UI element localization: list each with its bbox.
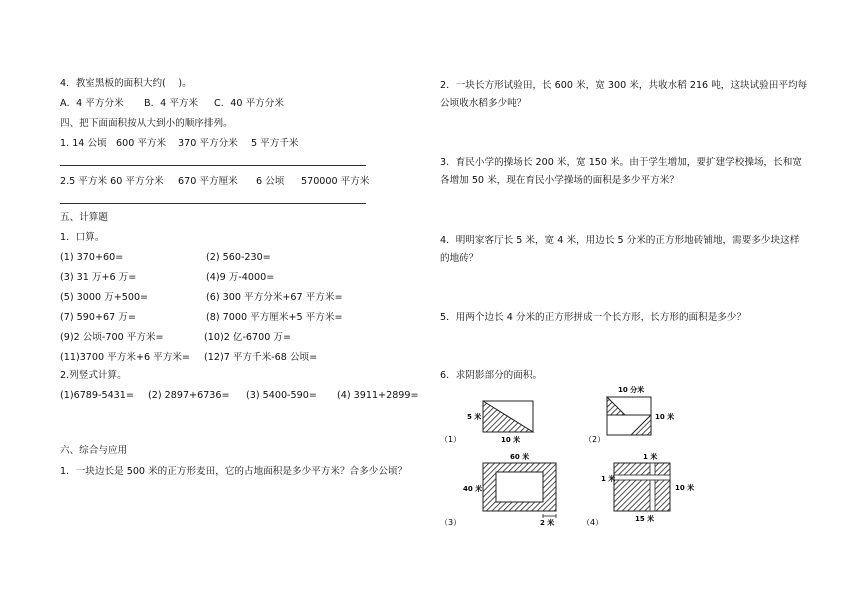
answer-line (60, 165, 366, 166)
oral-problem: (8) 7000 平方厘米+5 平方米= (206, 312, 343, 323)
figure-3 (440, 452, 556, 527)
figure-3-side-label: 40 米 (463, 485, 483, 493)
figure-2-label: （2） (584, 435, 606, 444)
vertical-problem: (1)6789-5431= (60, 390, 134, 401)
oral-problem: (2) 560-230= (206, 252, 271, 263)
oral-problem: (7) 590+67 万= (60, 312, 136, 323)
answer-line (60, 203, 366, 204)
question-4-right-cont: 的地砖？ (440, 253, 479, 264)
oral-problem: (12)7 平方千米-68 公顷= (204, 352, 318, 363)
question-6: 6．求阴影部分的面积。 (440, 370, 543, 381)
oral-problem: (3) 31 万+6 万= (60, 272, 137, 283)
section-5-title: 五、计算题 (60, 212, 108, 223)
vertical-problem: (3) 5400-590= (246, 390, 317, 401)
question-4: 4．教室黑板的面积大约( )。 (60, 78, 192, 89)
order-item: 570000 平方米 (301, 176, 370, 187)
figure-4-top-label: 1 米 (643, 453, 658, 461)
order-item: 1. 14 公顷 (60, 138, 107, 149)
figure-3-label: （3） (440, 518, 462, 527)
figure-4-label: （4） (582, 518, 604, 527)
shaded-area-figures (430, 380, 710, 530)
figure-2-top-label: 10 分米 (618, 386, 645, 394)
question-4-right: 4．明明家客厅长 5 米，宽 4 米，用边长 5 分米的正方形地砖铺地，需要多少块这样 (440, 235, 800, 246)
figure-1-side-label: 5 米 (467, 413, 482, 421)
oral-problem: (4)9 万-4000= (206, 272, 275, 283)
question-5: 5．用两个边长 4 分米的正方形拼成一个长方形，长方形的面积是多少？ (440, 312, 747, 323)
figure-3-bottom-label: 2 米 (540, 519, 555, 527)
oral-title: 1．口算。 (60, 232, 105, 243)
option-b: B．4 平方米 (144, 98, 199, 109)
vertical-problem: (4) 3911+2899= (337, 390, 419, 401)
oral-problem: (10)2 亿-6700 万= (204, 332, 291, 343)
figure-4-side-label: 10 米 (675, 484, 695, 492)
figure-4-bottom-label: 15 米 (635, 515, 655, 523)
oral-problem: (9)2 公顷-700 平方米= (60, 332, 164, 343)
order-item: 370 平方分米 (178, 138, 238, 149)
option-a: A．4 平方分米 (60, 98, 124, 109)
figure-4 (582, 452, 694, 527)
question-2: 2．一块长方形试验田，长 600 米，宽 300 米，共收水稻 216 吨，这块试验田平均每 (440, 80, 808, 91)
question-3: 3．育民小学的操场长 200 米，宽 150 米。由于学生增加，要扩建学校操场，长和宽 (440, 157, 802, 168)
order-item: 600 平方米 (116, 138, 167, 149)
option-c: C．40 平方分米 (214, 98, 284, 109)
figure-1 (440, 401, 533, 444)
figure-2-side-label: 10 米 (655, 413, 675, 421)
order-item: 670 平方厘米 (178, 176, 238, 187)
order-item: 5 平方千米 (251, 138, 299, 149)
figure-2 (584, 385, 674, 444)
vertical-problem: (2) 2897+6736= (148, 390, 230, 401)
oral-problem: (11)3700 平方米+6 平方米= (60, 352, 190, 363)
application-1: 1．一块边长是 500 米的正方形麦田，它的占地面积是多少平方米？合多少公顷？ (60, 466, 408, 477)
order-item: 2.5 平方米 60 平方分米 (60, 176, 164, 187)
figure-3-top-label: 60 米 (510, 453, 530, 461)
vertical-title: 2.列竖式计算。 (60, 370, 127, 381)
section-4-title: 四、把下面面积按从大到小的顺序排列。 (60, 118, 233, 129)
oral-problem: (1) 370+60= (60, 252, 124, 263)
oral-problem: (5) 3000 万+500= (60, 292, 149, 303)
question-2-cont: 公顷收水稻多少吨？ (440, 98, 527, 109)
question-3-cont: 各增加 50 米，现在育民小学操场的面积是多少平方米？ (440, 175, 679, 186)
figure-1-label: （1） (440, 435, 462, 444)
oral-problem: (6) 300 平方分米+67 平方米= (206, 292, 343, 303)
section-6-title: 六、综合与应用 (60, 445, 128, 456)
figure-1-bottom-label: 10 米 (501, 436, 521, 444)
figure-4-left-label: 1 米 (601, 475, 616, 483)
order-item: 6 公顷 (256, 176, 285, 187)
